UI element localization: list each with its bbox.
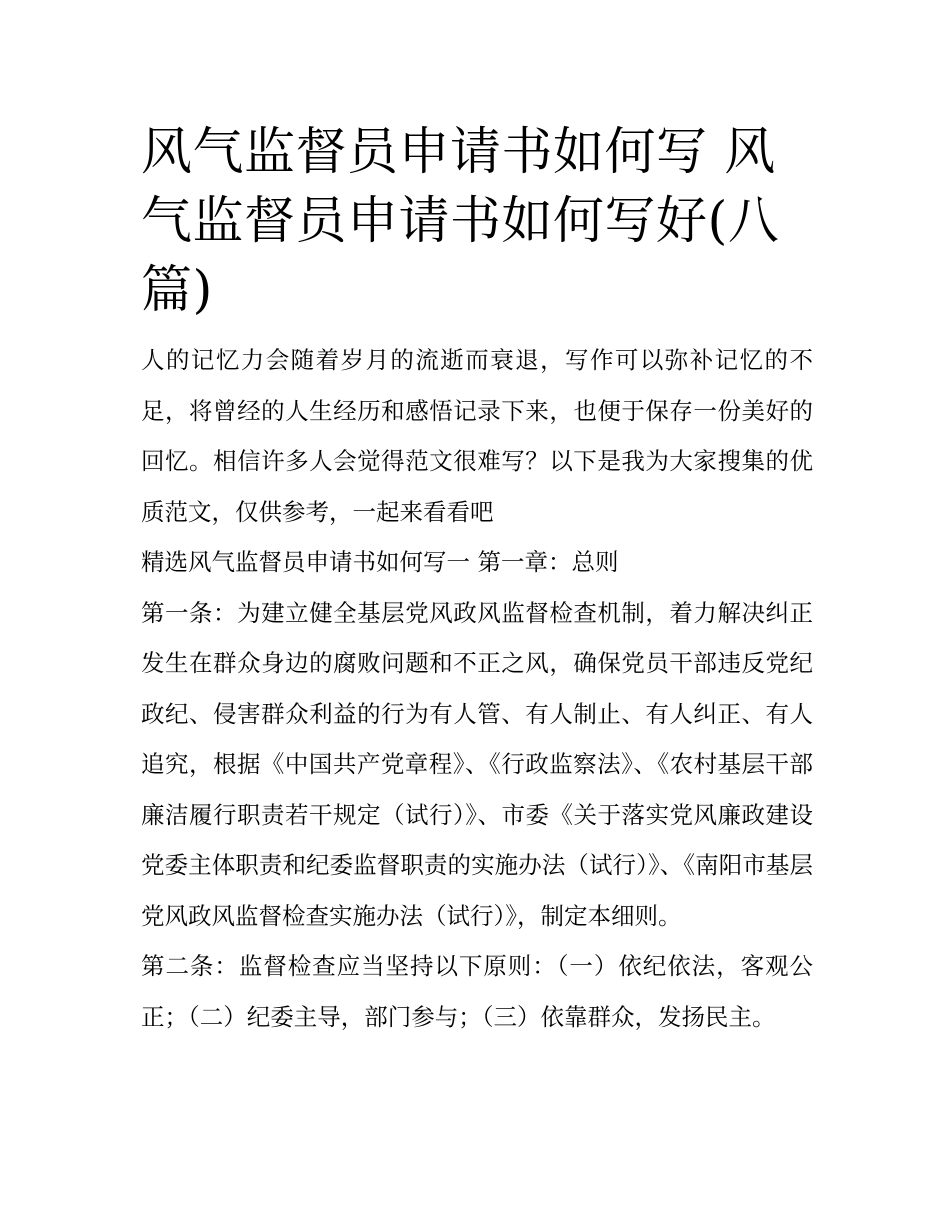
document-title: 风气监督员申请书如何写 风气监督员申请书如何写好(八篇) (141, 123, 780, 320)
document-page (141, 118, 813, 1042)
intro-paragraph: 人的记忆力会随着岁月的流逝而衰退，写作可以弥补记忆的不足，将曾经的人生经历和感悟记录下来，也便于保存一份美好的回忆。相信许多人会觉得范文很难写？以下是我为大家搜集的优质范文，仅供参考，一起来看看吧 (141, 346, 813, 526)
section-heading: 精选风气监督员申请书如何写一 第一章：总则 (141, 548, 619, 576)
article-2-paragraph: 第二条：监督检查应当坚持以下原则：（一）依纪依法，客观公正；（二）纪委主导，部门参与；（三）依靠群众，发扬民主。 (141, 952, 813, 1031)
article-1-paragraph: 第一条：为建立健全基层党风政风监督检查机制，着力解决纠正发生在群众身边的腐败问题和不正之风，确保党员干部违反党纪政纪、侵害群众利益的行为有人管、有人制止、有人纠正、有人追究，根据《中国共产党章程》、《行政监察法》、《农村基层干部廉洁履行职责若干规定（试行）》、市委《关于落实党风廉政建设党委主体职责和纪委监督职责的实施办法（试行）》、《南阳市基层党风政风监督检查实施办法（试行）》，制定本细则。 (141, 598, 813, 930)
document-body (141, 335, 813, 1042)
